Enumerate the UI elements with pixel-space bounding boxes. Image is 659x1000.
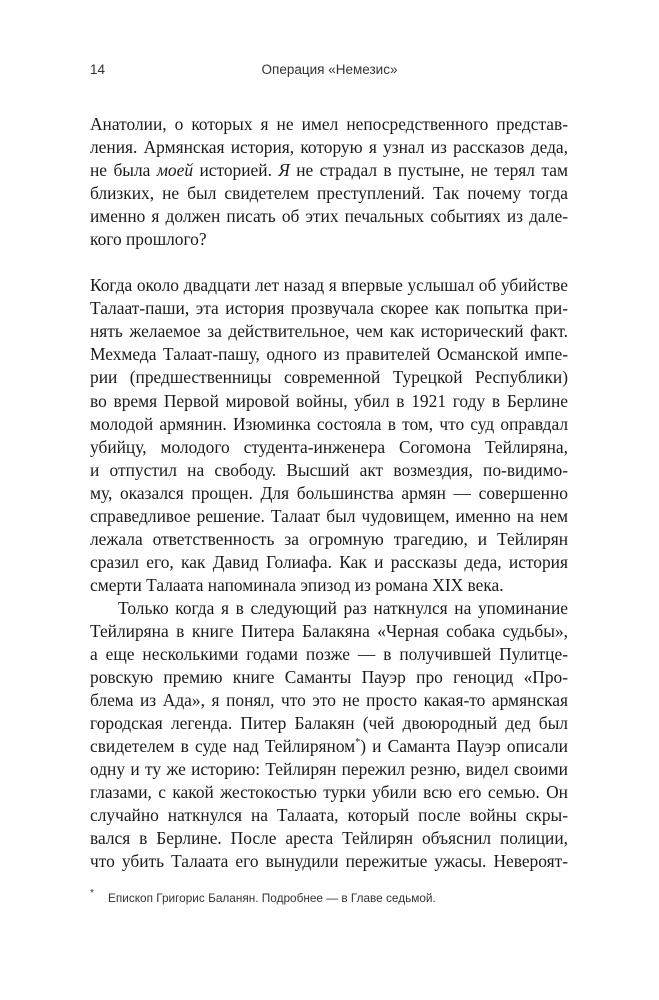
text-fragment: историей. bbox=[199, 160, 272, 181]
text-line: убийцу, молодого студента-инженера Согомона Тейлиряна, bbox=[90, 436, 568, 457]
text-line: справедливое решение. Талаат был чудовищем, именно на нем bbox=[90, 505, 568, 526]
text-line: Только когда я в следующий раз наткнулся на упоминание bbox=[118, 597, 568, 618]
text-line: Когда около двадцати лет назад я впервые услышал об убийстве bbox=[90, 275, 568, 296]
text-line: нять желаемое за действительное, чем как исторический факт. bbox=[90, 321, 568, 342]
text-fragment: свидетелем в суде над Тейлиряном bbox=[90, 736, 356, 757]
text-line: Анатолии, о которых я не имел непосредственного представ- bbox=[90, 114, 568, 134]
footnote-reference[interactable]: * bbox=[355, 737, 361, 749]
text-line-with-footnote-ref bbox=[90, 735, 568, 758]
text-line: глазами, с какой жестокостью турки убили всю его семью. Он bbox=[90, 782, 568, 803]
text-line: ровскую премию книге Саманты Пауэр про геноцид «Про- bbox=[90, 667, 568, 688]
text-line: му, оказался прощен. Для большинства армян — совершенно bbox=[90, 482, 568, 503]
text-line: что убить Талаата его вынудили пережитые ужасы. Невероят- bbox=[90, 851, 568, 872]
footnote-mark: * bbox=[90, 888, 94, 899]
text-line: а еще несколькими годами позже — в получившей Пулитце- bbox=[90, 644, 568, 665]
emphasis-ya: Я bbox=[278, 160, 290, 181]
text-line: вался в Берлине. После ареста Тейлирян объяснил полиции, bbox=[90, 828, 568, 849]
page-number: 14 bbox=[90, 62, 106, 77]
text-line: одну и ту же историю: Тейлирян пережил резню, видел своими bbox=[90, 759, 568, 780]
text-line: молодой армянин. Изюминка состояла в том, что суд оправдал bbox=[90, 413, 568, 434]
page-header bbox=[90, 62, 569, 82]
footnote-text: Епископ Григорис Баланян. Подробнее — в Главе седьмой. bbox=[108, 891, 436, 905]
paragraph-1 bbox=[90, 113, 568, 251]
text-line: Талаат-паши, эта история прозвучала скорее как попытка при- bbox=[90, 298, 568, 319]
emphasis-moey: моей bbox=[156, 160, 194, 181]
text-line: случайно наткнулся на Талаата, который после войны скры- bbox=[90, 805, 568, 826]
text-line-with-emphasis bbox=[90, 159, 568, 182]
paragraph-3 bbox=[90, 597, 568, 874]
text-line: рии (предшественницы современной Турецкой Республики) bbox=[90, 367, 568, 388]
text-line: и отпустил на свободу. Высший акт возмездия, по-видимо- bbox=[90, 459, 568, 480]
text-line: во время Первой мировой войны, убил в 1921 году в Берлине bbox=[90, 390, 568, 411]
text-line: Тейлиряна в книге Питера Балакяна «Черная собака судьбы», bbox=[90, 620, 568, 641]
text-line: смерти Талаата напоминала эпизод из романа XIX века. bbox=[90, 574, 504, 595]
text-line: кого прошлого? bbox=[90, 229, 207, 250]
text-line: ления. Армянская история, которую я узнал из рассказов деда, bbox=[90, 137, 568, 158]
text-line: лежала ответственность за огромную трагедию, и Тейлирян bbox=[90, 528, 568, 549]
text-fragment: не страдал в пустыне, не терял там bbox=[296, 160, 568, 181]
text-line: блема из Ада», я понял, что это не просто какая-то армянская bbox=[90, 690, 568, 711]
body-text bbox=[90, 113, 568, 874]
running-title: Операция «Немезис» bbox=[261, 62, 398, 77]
text-fragment: не была bbox=[90, 160, 151, 181]
paragraph-2 bbox=[90, 274, 568, 597]
text-line: Мехмеда Талаат-пашу, одного из правителей Османской импе- bbox=[90, 344, 568, 365]
text-line: сразил его, как Давид Голиафа. Как и рассказы деда, история bbox=[90, 551, 568, 572]
text-line: городская легенда. Питер Балакян (чей двоюродный дед был bbox=[90, 713, 568, 734]
paragraph-gap bbox=[90, 251, 568, 274]
text-line: близких, не был свидетелем преступлений. Так почему тогда bbox=[90, 183, 568, 204]
text-line: именно я должен писать об этих печальных событиях из дале- bbox=[90, 206, 568, 227]
text-fragment: ) и Саманта Пауэр описали bbox=[360, 736, 568, 757]
